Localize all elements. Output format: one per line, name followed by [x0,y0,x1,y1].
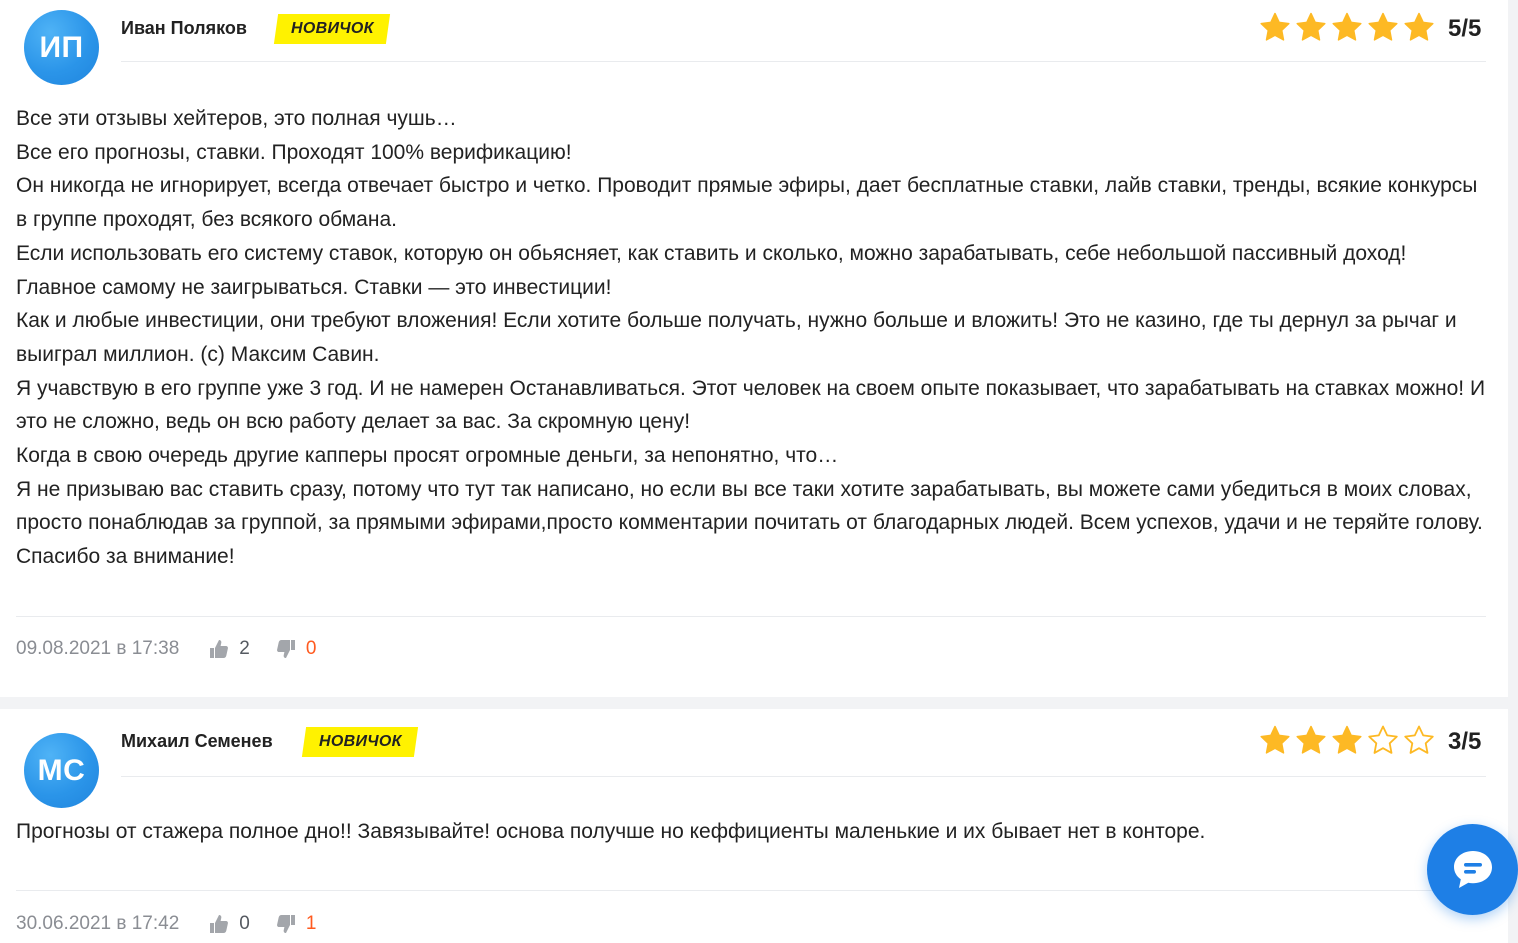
like-button[interactable] [209,913,250,935]
star-filled-icon [1295,11,1327,43]
divider [121,61,1486,62]
status-badge-label: НОВИЧОК [290,20,374,37]
review-paragraph: Он никогда не игнорирует, всегда отвечает быстро и четко. Проводит прямые эфиры, дает бесплатные ставки, лайв ставки, тренды, всякие конкурсы в группе проходят, без всякого обмана. [16,174,1478,232]
dislikes-count: 1 [305,913,317,934]
review-meta [16,913,342,935]
dislikes-count: 0 [305,638,317,659]
status-badge [302,727,418,757]
star-filled-icon [1295,724,1327,756]
star-filled-icon [1331,11,1363,43]
thumbs-up-icon [209,914,229,934]
star-empty-icon [1403,724,1435,756]
review-text [16,102,1486,574]
divider [16,890,1486,891]
divider [16,616,1486,617]
star-filled-icon [1403,11,1435,43]
like-button[interactable] [209,638,250,660]
thumbs-up-icon [209,639,229,659]
review-paragraph: Я не призываю вас ставить сразу, потому что тут так написано, но если вы все таки хотите зарабатывать, вы можете сами убедиться в моих словах, просто понаблюдав за группой, за прямыми эфирами,просто комментарии почитать от благодарных людей. Всем успехов, удачи и не теряйте голову. Спасибо за внимание! [16,477,1483,569]
chat-bubble-icon [1448,845,1498,895]
avatar[interactable]: МС [24,733,99,808]
star-empty-icon [1367,724,1399,756]
review-paragraph: Я учавствую в его группе уже 3 год. И не намерен Останавливаться. Этот человек на своем опыте показывает, что зарабатывать на ставках можно! И это не сложно, ведь он всю работу делает за вас. За скромную цену! [16,376,1486,434]
rating-value: 3/5 [1448,728,1482,755]
chat-button[interactable] [1427,824,1518,915]
review-paragraph: Если использовать его систему ставок, которую он обьясняет, как ставить и сколько, можно зарабатывать, себе небольшой пассивный доход! Главное самому не заигрываться. Ставки — это инвестиции! [16,241,1407,299]
review-paragraph: Когда в свою очередь другие капперы просят огромные деньги, за непонятно, что… [16,444,839,468]
status-badge [274,14,390,44]
rating-stars [1259,724,1435,756]
review-paragraph: Все его прогнозы, ставки. Проходят 100% верификацию! [16,140,572,164]
thumbs-down-icon [276,639,296,659]
divider [121,776,1486,777]
review-date: 09.08.2021 в 17:38 [16,638,180,659]
avatar[interactable]: ИП [24,10,99,85]
star-filled-icon [1259,11,1291,43]
likes-count: 0 [239,913,250,934]
review-text [16,815,1486,849]
review-paragraph: Прогнозы от стажера полное дно!! Завязывайте! основа получше но кеффициенты маленькие и их бывает нет в конторе. [16,820,1206,843]
likes-count: 2 [239,638,250,659]
dislike-button[interactable] [276,638,317,660]
star-filled-icon [1331,724,1363,756]
review-date: 30.06.2021 в 17:42 [16,913,180,934]
thumbs-down-icon [276,914,296,934]
status-badge-label: НОВИЧОК [318,733,402,750]
rating-stars [1259,11,1435,43]
review-card [0,709,1508,943]
review-paragraph: Как и любые инвестиции, они требуют вложения! Если хотите больше получать, нужно больше и вложить! Это не казино, где ты дернул за рычаг и выиграл миллион. (с) Максим Савин. [16,309,1457,366]
author-name[interactable]: Михаил Семенев [121,731,273,751]
review-meta [16,638,342,660]
author-name[interactable]: Иван Поляков [121,18,247,38]
star-filled-icon [1367,11,1399,43]
star-filled-icon [1259,724,1291,756]
review-paragraph: Все эти отзывы хейтеров, это полная чушь… [16,107,457,130]
rating-value: 5/5 [1448,15,1482,42]
dislike-button[interactable] [276,913,317,935]
